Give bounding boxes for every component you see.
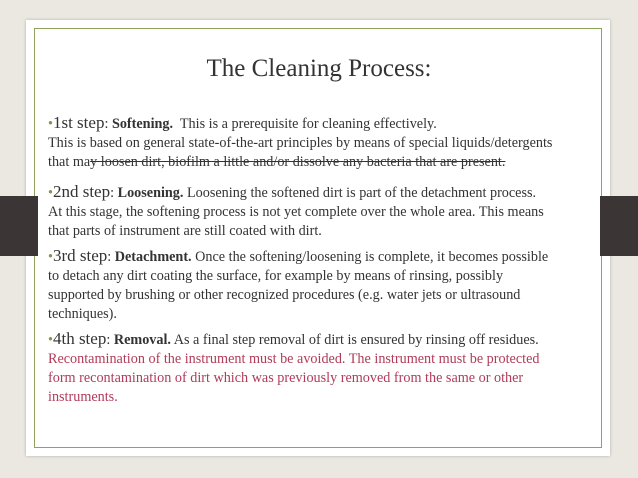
step-3-line-1: Once the softening/loosening is complete, it becomes possible (195, 249, 549, 265)
left-side-tab (0, 196, 38, 256)
step-3-line-2: to detach any dirt coating the surface, for example by means of rinsing, possibly (48, 268, 504, 284)
step-3: •3rd step: Detachment. Once the softening/loosening is complete, it becomes possible to detach any dirt coating the surface, for example by means of rinsing, possibly supported by brushing or other recognized procedures (e.g. water jets or ultrasound techniques). (48, 246, 608, 324)
bullet-1: • (48, 116, 53, 132)
slide-content (48, 113, 608, 412)
bullet-2: • (48, 185, 53, 201)
slide-title: The Cleaning Process: (206, 55, 432, 82)
step-2-line-1: Loosening the softened dirt is part of the detachment process. (187, 185, 537, 201)
step-1-line-3-prefix: that ma (48, 154, 91, 170)
step-1-term: Softening. (111, 116, 174, 132)
step-1-line-1: This is a prerequisite for cleaning effectively. (179, 116, 437, 132)
step-4-warning-line-3: instruments. (48, 389, 118, 405)
step-2-term: Loosening. (117, 185, 184, 201)
step-4-line-1: As a final step removal of dirt is ensured by rinsing off residues. (173, 332, 539, 348)
bullet-4: • (48, 332, 53, 348)
step-3-term: Detachment. (114, 249, 192, 265)
step-4: •4th step: Removal. As a final step removal of dirt is ensured by rinsing off residues. Recontamination of the instrument must be avoided. The instrument must be protected form recontamination of dirt which was previously removed from the same or other instruments. (48, 329, 608, 407)
step-3-label: 3rd step (52, 246, 108, 265)
step-2: •2nd step: Loosening. Loosening the softened dirt is part of the detachment process. At this stage, the softening process is not yet complete over the whole area. This means that parts of instrument are still coated with dirt. (48, 182, 608, 241)
step-1: •1st step: Softening. This is a prerequisite for cleaning effectively. This is based on general state-of-the-art principles by means of special liquids/detergents that may loosen dirt, biofilm a little and/or dissolve any bacteria that are present. (48, 113, 608, 172)
step-4-warning-line-2: form recontamination of dirt which was previously removed from the same or other (48, 370, 524, 386)
step-4-label: 4th step (52, 329, 107, 348)
bullet-3: • (48, 249, 53, 265)
step-2-line-3: that parts of instrument are still coated with dirt. (48, 223, 322, 239)
step-4-term: Removal. (113, 332, 171, 348)
step-3-line-3: supported by brushing or other recognized procedures (e.g. water jets or ultrasound (48, 287, 521, 303)
step-2-line-2: At this stage, the softening process is not yet complete over the whole area. This means (48, 204, 544, 220)
step-3-line-4: techniques). (48, 306, 117, 322)
step-1-label: 1st step (52, 113, 105, 132)
step-4-warning-line-1: Recontamination of the instrument must be avoided. The instrument must be protected (48, 351, 540, 367)
step-1-struck-text: y loosen dirt, biofilm a little and/or dissolve any bacteria that are present. (90, 154, 506, 170)
step-2-label: 2nd step (52, 182, 111, 201)
step-1-line-2: This is based on general state-of-the-art principles by means of special liquids/detergents (48, 135, 553, 151)
